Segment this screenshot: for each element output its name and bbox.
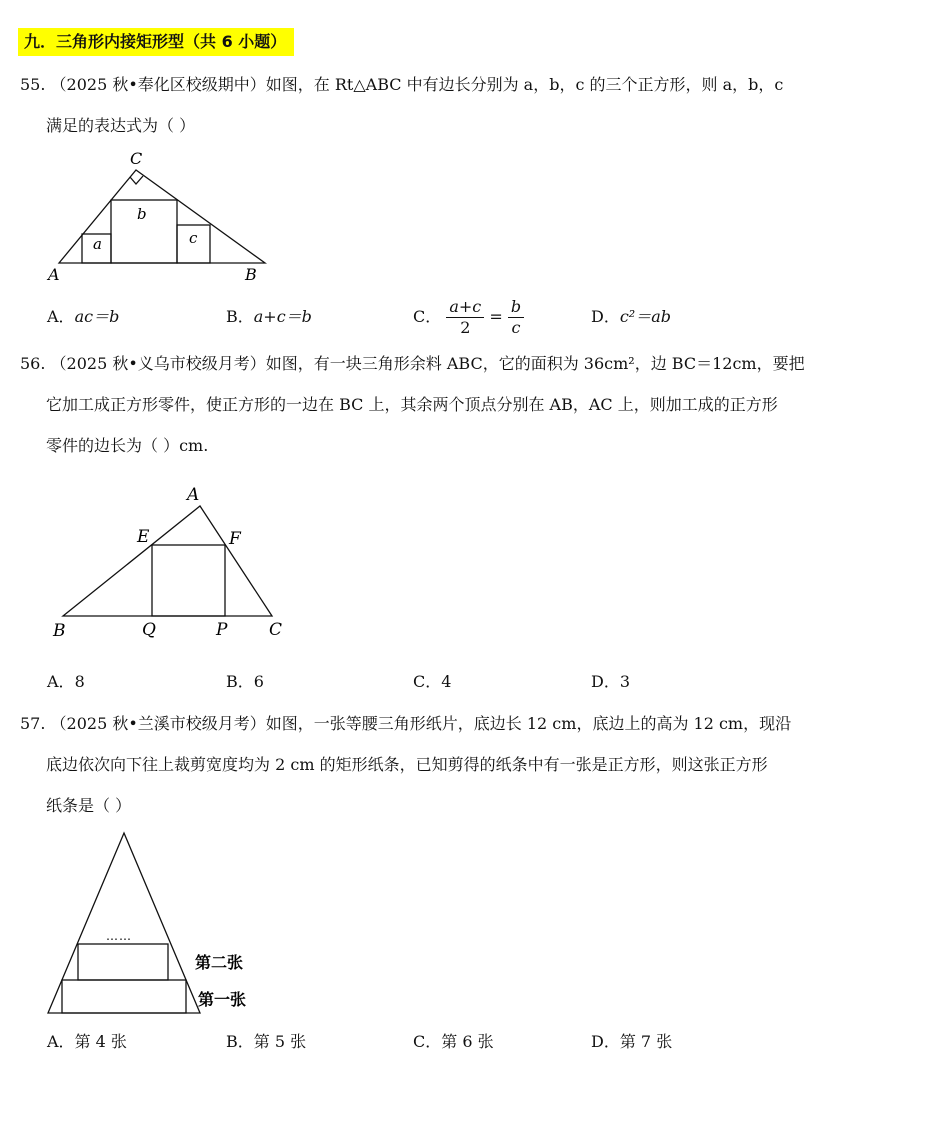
equals-sign: = <box>489 307 503 326</box>
option-letter: D． <box>591 672 620 691</box>
q57-label-second: 第二张 <box>195 953 244 972</box>
q57-strip-second <box>78 944 168 980</box>
q55-label-A: A <box>48 265 60 284</box>
q57-triangle <box>48 833 200 1013</box>
option-letter: C． <box>413 672 442 691</box>
fraction-left <box>446 297 484 338</box>
option-text: 6 <box>253 672 264 691</box>
q57-option-b[interactable] <box>226 1030 306 1054</box>
fraction-right <box>508 297 524 338</box>
option-text: 第 5 张 <box>253 1032 307 1051</box>
option-text: 8 <box>74 672 85 691</box>
option-letter: D． <box>591 1032 620 1051</box>
q57-stem-line1: 57. （2025 秋•兰溪市校级月考）如图，一张等腰三角形纸片，底边长 12 cm，底边上的高为 12 cm，现沿 <box>20 714 792 733</box>
q56-label-Q: Q <box>142 620 156 640</box>
q57-option-c[interactable] <box>413 1030 494 1054</box>
q56-stem-line2: 它加工成正方形零件，使正方形的一边在 BC 上，其余两个顶点分别在 AB，AC 上，则加工成的正方形 <box>46 395 778 414</box>
q56-label-P: P <box>216 620 228 640</box>
q57-stem-line2: 底边依次向下往上裁剪宽度均为 2 cm 的矩形纸条，已知剪得的纸条中有一张是正方形，则这张正方形 <box>46 755 768 774</box>
option-letter: A． <box>47 307 75 326</box>
q55-label-c: c <box>189 229 198 247</box>
q55-triangle <box>59 170 265 263</box>
fraction-numerator: a+c <box>446 297 484 318</box>
option-text: c²＝ab <box>619 307 672 326</box>
q56-label-F: F <box>229 529 241 549</box>
q55-stem-line1: 55. （2025 秋•奉化区校级期中）如图，在 Rt△ABC 中有边长分别为 a，b，c 的三个正方形，则 a，b，c <box>20 75 784 94</box>
q55-label-b: b <box>137 205 147 223</box>
q56-label-C: C <box>269 620 283 640</box>
option-letter: D． <box>591 307 620 326</box>
option-text: 4 <box>441 672 452 691</box>
q56-label-B: B <box>53 621 66 641</box>
q55-figure <box>40 145 280 290</box>
q56-stem-line1: 56. （2025 秋•义乌市校级月考）如图，有一块三角形余料 ABC，它的面积为 36cm²，边 BC＝12cm，要把 <box>20 354 805 373</box>
option-text: a+c＝b <box>253 307 312 326</box>
q57-option-d[interactable] <box>591 1030 672 1054</box>
q56-label-E: E <box>137 527 150 547</box>
q56-triangle <box>63 506 272 616</box>
q56-option-a[interactable] <box>47 670 85 694</box>
option-text: 3 <box>619 672 631 691</box>
q56-option-c[interactable] <box>413 670 451 694</box>
option-letter: B． <box>226 1032 254 1051</box>
q56-stem-line3: 零件的边长为（ ）cm. <box>46 436 209 455</box>
option-letter: A． <box>47 672 75 691</box>
q57-option-a[interactable] <box>47 1030 127 1054</box>
q55-label-C: C <box>130 149 143 168</box>
option-text: 第 6 张 <box>441 1032 494 1051</box>
q56-option-d[interactable] <box>591 670 630 694</box>
option-text: ac＝b <box>74 307 120 326</box>
option-letter: B． <box>226 672 254 691</box>
q55-right-angle-mark <box>130 176 143 184</box>
q55-option-a[interactable] <box>47 305 119 329</box>
q55-stem-line2: 满足的表达式为（ ） <box>46 116 196 135</box>
section-title: 九．三角形内接矩形型（共 6 小题） <box>18 28 294 56</box>
fraction-denominator: c <box>511 318 521 337</box>
q56-square <box>152 545 225 616</box>
q55-option-d[interactable] <box>591 305 671 329</box>
q56-figure <box>45 478 305 648</box>
q57-label-first: 第一张 <box>198 990 247 1009</box>
q57-stem-line3: 纸条是（ ） <box>46 796 132 815</box>
q55-label-B: B <box>245 265 257 284</box>
q56-label-A: A <box>187 485 200 505</box>
q56-option-b[interactable] <box>226 670 264 694</box>
option-text: 第 7 张 <box>619 1032 673 1051</box>
option-letter: A． <box>47 1032 75 1051</box>
q55-option-c[interactable] <box>413 294 524 340</box>
q57-figure <box>40 828 270 1018</box>
q57-strip-first <box>62 980 186 1013</box>
q57-dots: …… <box>106 929 132 943</box>
option-text: 第 4 张 <box>74 1032 127 1051</box>
fraction-denominator: 2 <box>460 318 471 337</box>
option-letter: C． <box>413 307 442 326</box>
option-letter: C． <box>413 1032 442 1051</box>
q55-label-a: a <box>93 235 102 253</box>
fraction-numerator: b <box>508 297 524 318</box>
q55-option-b[interactable] <box>226 305 312 329</box>
option-letter: B． <box>226 307 254 326</box>
